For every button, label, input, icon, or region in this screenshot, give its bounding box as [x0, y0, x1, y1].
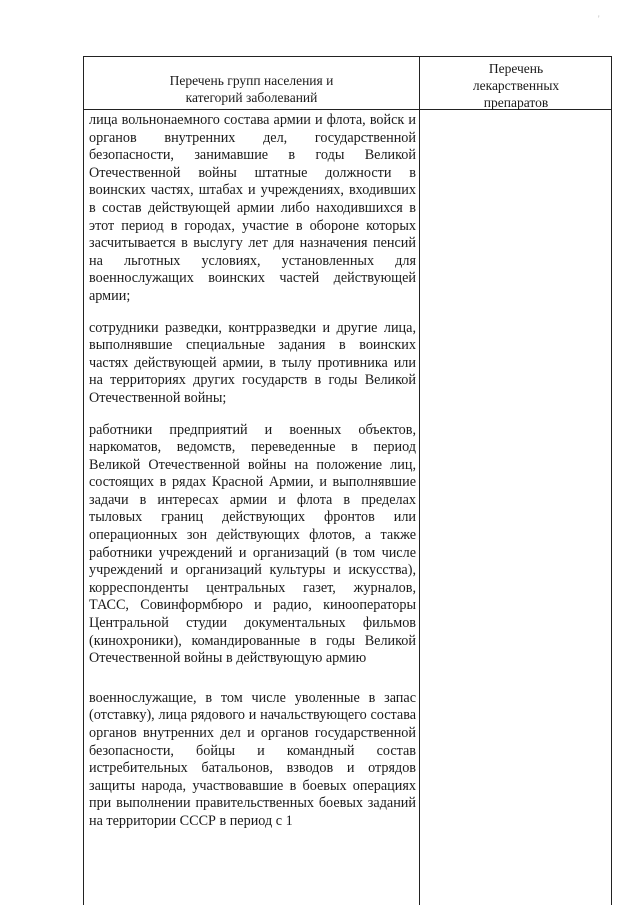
paragraph-intelligence-staff: сотрудники разведки, контрразведки и другие лица, выполнявшие специальные задания в воинских частях действующей армии, в тылу противника или на территориях других государств в годы Великой Отечественной войны; — [89, 319, 416, 406]
document-table — [83, 56, 612, 905]
header-right-text: Перечень лекарственных препаратов — [472, 60, 560, 110]
column-divider — [419, 57, 420, 905]
paragraph-civilian-staff: лица вольнонаемного состава армии и флота, войск и органов внутренних дел, государственной безопасности, занимавшие в годы Великой Отечественной войны штатные должности в воинских частях, штабах и учреждениях, входивших в состав действующей армии либо находившихся в этот период в городах, участие в обороне которых засчитывается в выслугу лет для назначения пенсий на льготных условиях, установленных для военнослужащих воинских частей действующей армии; — [89, 112, 416, 304]
table-header-row — [84, 57, 611, 110]
scan-speck: ' — [598, 14, 600, 24]
paragraph-servicemen: военнослужащие, в том числе уволенные в запас (отставку), лица рядового и начальствующего состава органов внутренних дел и органов государственной безопасности, бойцы и командный состав истребительных батальонов, взводов и отрядов защиты народа, участвовавшие в боевых операциях при выполнении правительственных боевых заданий на территории СССР в период с 1 — [89, 689, 416, 829]
header-left-text: Перечень групп населения и категорий заболеваний — [169, 73, 334, 105]
header-medications — [420, 57, 612, 109]
paragraph-enterprise-workers: работники предприятий и военных объектов, наркоматов, ведомств, переведенные в период Великой Отечественной войны на положение лиц, состоящих в рядах Красной Армии, и выполнявшие задачи в интересах армии и флота в пределах тыловых границ действующих фронтов или операционных зон действующих флотов, а также работники учреждений и организаций (в том числе учреждений и организаций культуры и искусства), корреспонденты центральных газет, журналов, ТАСС, Совинформбюро и радио, кинооператоры Центральной студии документальных фильмов (кинохроники), командированные в годы Великой Отечественной войны в действующую армию — [89, 421, 416, 667]
population-groups-cell — [89, 112, 416, 831]
header-population-groups — [84, 57, 419, 109]
